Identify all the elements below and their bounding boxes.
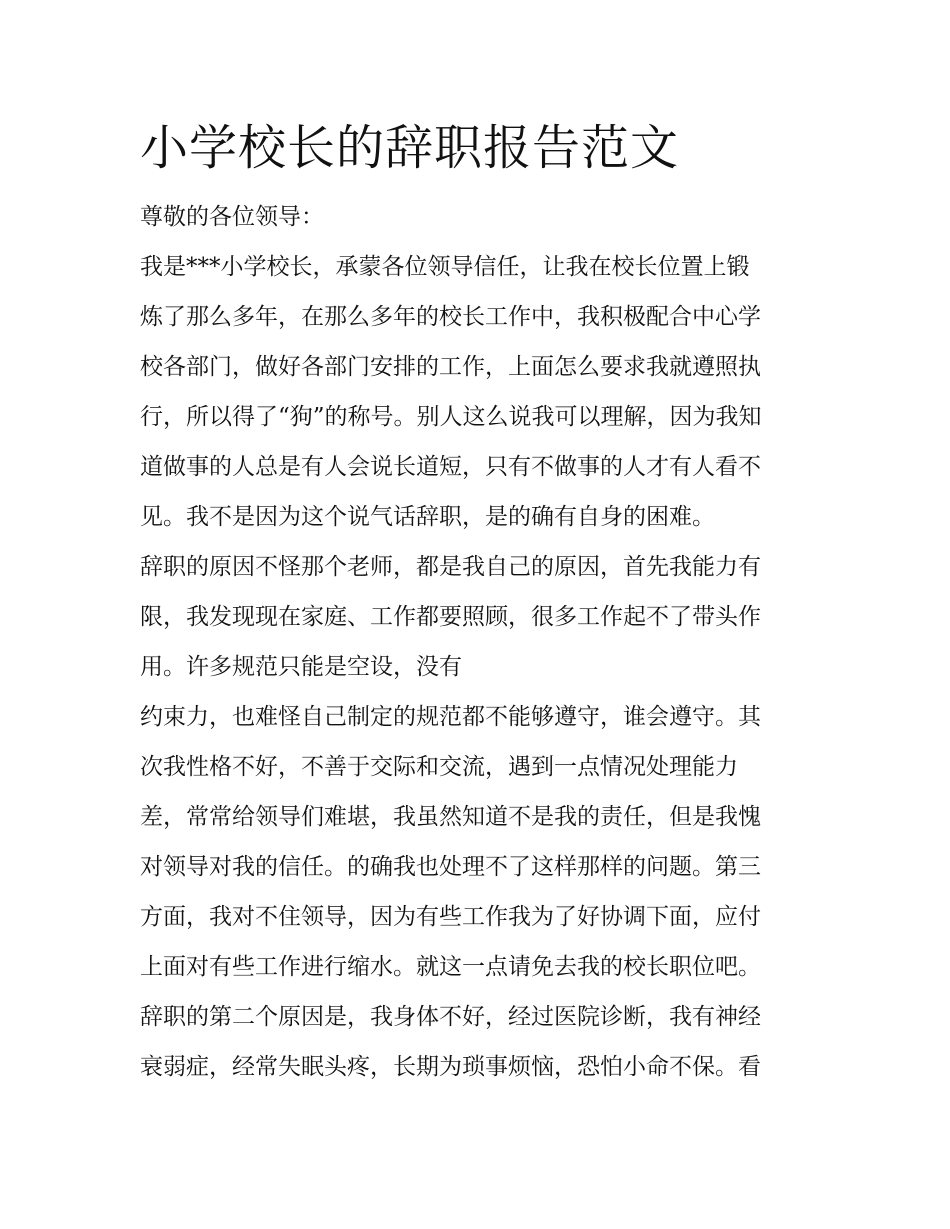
text-line: 限，我发现现在家庭、工作都要照顾，很多工作起不了带头作: [140, 604, 761, 630]
text-line: 辞职的第二个原因是，我身体不好，经过医院诊断，我有神经: [140, 1004, 761, 1030]
text-line: 辞职的原因不怪那个老师，都是我自己的原因，首先我能力有: [140, 554, 761, 580]
text-line: 衰弱症，经常失眠头疼，长期为琐事烦恼，恐怕小命不保。看: [140, 1054, 761, 1080]
text-line: 道做事的人总是有人会说长道短，只有不做事的人才有人看不: [140, 454, 761, 480]
text-line: 用。许多规范只能是空设，没有: [140, 654, 462, 680]
text-line: 次我性格不好，不善于交际和交流，遇到一点情况处理能力: [140, 754, 738, 780]
text-line: 约束力，也难怪自己制定的规范都不能够遵守，谁会遵守。其: [140, 704, 761, 730]
text-line: 上面对有些工作进行缩水。就这一点请免去我的校长职位吧。: [140, 954, 761, 980]
text-line: 行，所以得了“狗”的称号。别人这么说我可以理解，因为我知: [140, 404, 762, 430]
text-line: 我是***小学校长，承蒙各位领导信任，让我在校长位置上锻: [140, 254, 750, 280]
text-line: 见。我不是因为这个说气话辞职，是的确有自身的困难。: [140, 504, 715, 530]
text-line: 炼了那么多年，在那么多年的校长工作中，我积极配合中心学: [140, 304, 761, 330]
document-body: [140, 112, 812, 1092]
text-line: 对领导对我的信任。的确我也处理不了这样那样的问题。第三: [140, 854, 761, 880]
document-title: 小学校长的辞职报告范文: [140, 120, 680, 176]
text-line: 校各部门，做好各部门安排的工作，上面怎么要求我就遵照执: [140, 354, 761, 380]
salutation: 尊敬的各位领导：: [140, 204, 324, 230]
text-line: 方面，我对不住领导，因为有些工作我为了好协调下面，应付: [140, 904, 761, 930]
text-line: 差，常常给领导们难堪，我虽然知道不是我的责任，但是我愧: [140, 804, 761, 830]
